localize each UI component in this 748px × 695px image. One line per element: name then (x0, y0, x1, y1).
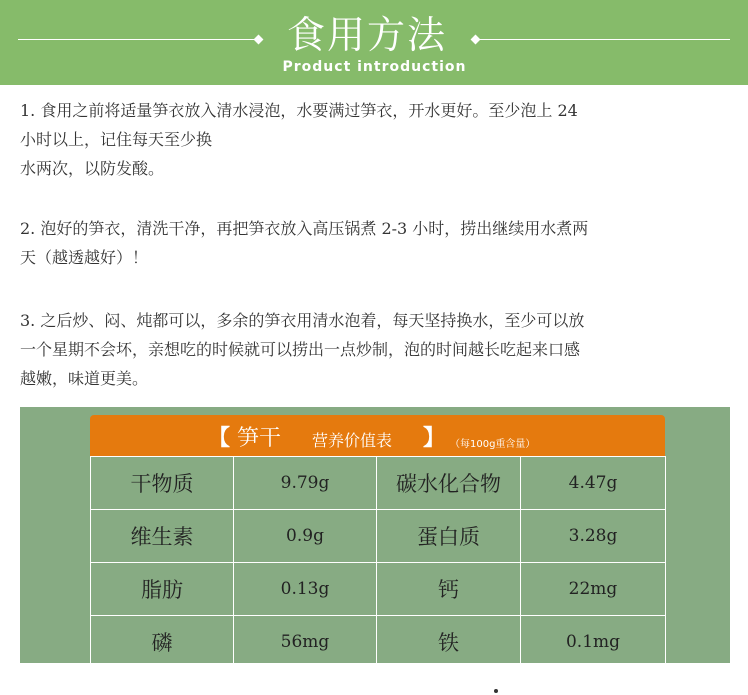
table-row (91, 616, 666, 669)
nutrition-table-header (90, 415, 665, 457)
instruction-1-line-1: 1. 食用之前将适量笋衣放入清水浸泡，水要满过笋衣，开水更好。至少泡上 24 (20, 101, 578, 120)
instruction-2 (20, 214, 732, 272)
instruction-3-line-1: 3. 之后炒、闷、炖都可以，多余的笋衣用清水泡着，每天坚持换水，至少可以放 (20, 311, 585, 330)
nutrition-table (90, 456, 666, 669)
nutrient-value: 0.13g (234, 563, 377, 616)
nutrient-value: 4.47g (521, 457, 666, 510)
instruction-2-line-2: 天（越透越好）！ (20, 248, 149, 267)
table-row (91, 563, 666, 616)
nutrient-value: 9.79g (234, 457, 377, 510)
nutrient-name: 维生素 (91, 510, 234, 563)
banner-divider-right (478, 39, 730, 40)
banner (0, 0, 748, 85)
instruction-1-line-3: 水两次，以防发酸。 (20, 159, 165, 178)
instruction-3 (20, 306, 732, 393)
nutrient-value: 0.1mg (521, 616, 666, 669)
bracket-close: 】 (423, 426, 446, 451)
instruction-1-line-2: 小时以上，记住每天至少换 (20, 130, 213, 149)
nutrition-note: （每100g重含量） (450, 439, 536, 450)
nutrient-name: 干物质 (91, 457, 234, 510)
nutrient-value: 0.9g (234, 510, 377, 563)
instruction-2-line-1: 2. 泡好的笋衣，清洗干净，再把笋衣放入高压锅煮 2-3 小时，捞出继续用水煮两 (20, 219, 589, 238)
nutrition-table-title: 营养价值表 (312, 431, 393, 450)
product-name: 笋干 (237, 426, 282, 451)
nutrient-name: 碳水化合物 (377, 457, 521, 510)
nutrient-name: 蛋白质 (377, 510, 521, 563)
instruction-3-line-3: 越嫩，味道更美。 (20, 369, 149, 388)
nutrition-title-left (208, 421, 281, 452)
nutrient-value: 3.28g (521, 510, 666, 563)
decorative-dot (494, 689, 498, 693)
nutrient-value: 56mg (234, 616, 377, 669)
nutrient-name: 铁 (377, 616, 521, 669)
banner-title: 食用方法 (286, 13, 447, 57)
banner-divider-left (18, 39, 258, 40)
instruction-3-line-2: 一个星期不会坏，亲想吃的时候就可以捞出一点炒制，泡的时间越长吃起来口感 (20, 340, 581, 359)
nutrient-value: 22mg (521, 563, 666, 616)
table-row (91, 457, 666, 510)
nutrient-name: 脂肪 (91, 563, 234, 616)
instruction-1 (20, 96, 732, 183)
table-row (91, 510, 666, 563)
nutrient-name: 磷 (91, 616, 234, 669)
banner-subtitle: Product introduction (282, 59, 467, 75)
bracket-open: 【 (208, 426, 231, 451)
nutrient-name: 钙 (377, 563, 521, 616)
